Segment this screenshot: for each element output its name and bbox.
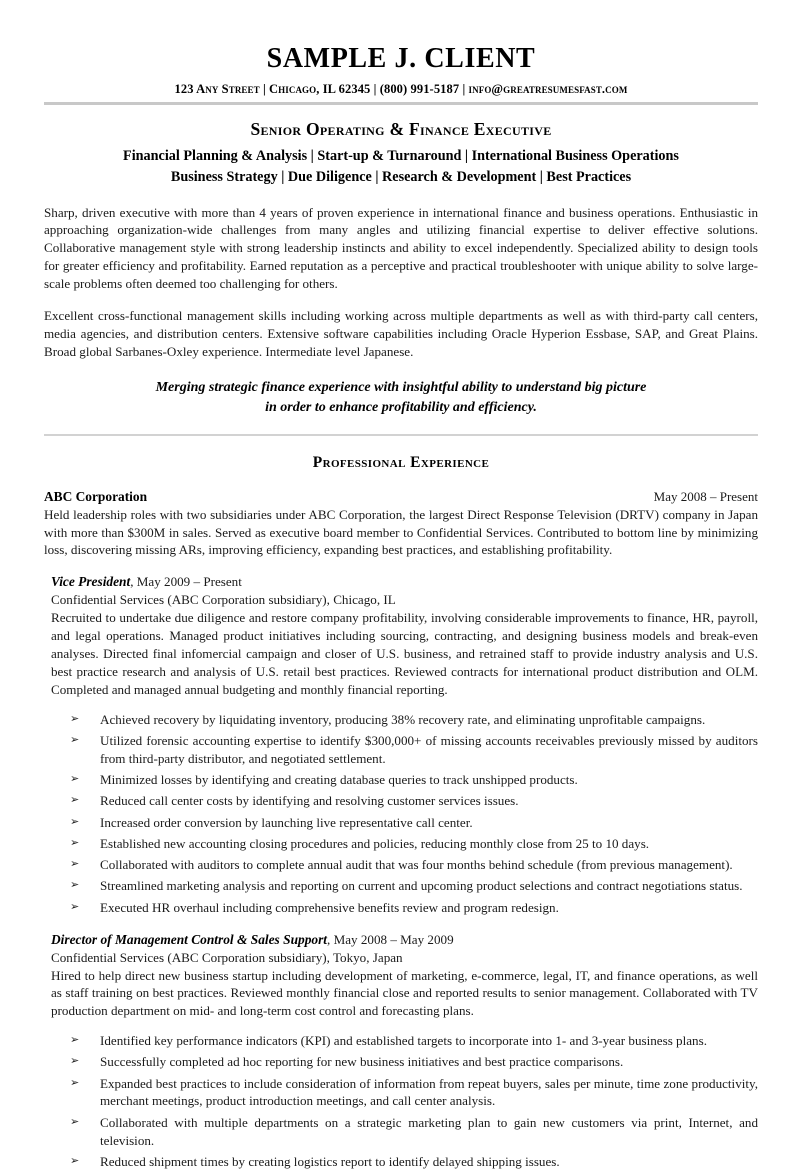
role-achievements-list: [44, 711, 758, 917]
arrow-bullet-icon: ➢: [70, 793, 80, 807]
role-subtitle: Confidential Services (ABC Corporation subsidiary), Tokyo, Japan: [51, 949, 403, 965]
list-item: [70, 1053, 758, 1071]
company-dates: May 2008 – Present: [653, 488, 758, 504]
list-item: [70, 899, 758, 917]
arrow-bullet-icon: ➢: [70, 857, 80, 871]
specialties-line-1: Financial Planning & Analysis | Start-up & Turnaround | International Business Operations: [123, 148, 679, 165]
list-item: [70, 1114, 758, 1150]
list-item-text: Achieved recovery by liquidating inventory, producing 38% recovery rate, and eliminating unprofitable campaigns.: [100, 711, 706, 727]
list-item-text: Minimized losses by identifying and creating database queries to track unshipped products.: [100, 771, 578, 787]
arrow-bullet-icon: ➢: [70, 1153, 80, 1167]
arrow-bullet-icon: ➢: [70, 1075, 80, 1089]
summary-paragraph-1: Sharp, driven executive with more than 4 years of proven experience in international finance and business operations. Enthusiastic in approaching organization-wide challenges from many angles and utilizing financial expertise to deliver effective solutions. Collaborative management style with strong leadership instincts and ability to excel independently. Specialized ability to design tools for greater efficiency and profitability. Earned reputation as a perceptive and practical troubleshooter with unique ability to solve large-scale problems often deemed too challenging for others.: [44, 204, 758, 292]
list-item: [70, 835, 758, 853]
role-block: [44, 931, 758, 1171]
list-item: [70, 877, 758, 895]
list-item: [70, 711, 758, 729]
company-header-row: [44, 489, 758, 505]
company-description: Held leadership roles with two subsidiaries under ABC Corporation, the largest Direct Response Television (DRTV) company in Japan with more than $300M in sales. Served as executive board member to Confidential Services. Contributed to bottom line by minimizing loss, discovering missing ARs, improving efficiency, expanding best practices, and establishing profitability.: [44, 506, 758, 558]
header-divider: [44, 102, 758, 105]
list-item: [70, 856, 758, 874]
list-item: [70, 1075, 758, 1111]
role-description: Hired to help direct new business startup including development of marketing, e-commerce, legal, IT, and finance operations, as well as staff training on best practices. Reviewed monthly financial close and reported results to senior management. Collaborated with TV production department on mid- and long-term cost control and forecasting plans.: [51, 967, 758, 1019]
role-achievements-list: [44, 1032, 758, 1171]
list-item: [70, 732, 758, 768]
list-item-text: Expanded best practices to include consideration of information from repeat buyers, sales per minute, time zone productivity, merchant meetings, product introduction meetings, and call center analysis.: [100, 1075, 758, 1109]
arrow-bullet-icon: ➢: [70, 1114, 80, 1128]
experience-divider: [44, 434, 758, 436]
role-title-line: [44, 931, 758, 949]
arrow-bullet-icon: ➢: [70, 814, 80, 828]
arrow-bullet-icon: ➢: [70, 1054, 80, 1068]
arrow-bullet-icon: ➢: [70, 732, 80, 746]
arrow-bullet-icon: ➢: [70, 711, 80, 725]
list-item: [70, 1032, 758, 1050]
target-job-title: Senior Operating & Finance Executive: [250, 119, 552, 140]
arrow-bullet-icon: ➢: [70, 771, 80, 785]
arrow-bullet-icon: ➢: [70, 899, 80, 913]
list-item-text: Established new accounting closing procedures and policies, reducing monthly close from 25 to 10 days.: [100, 835, 650, 851]
summary-paragraph-2: Excellent cross-functional management skills including working across multiple departments as well as with third-party call centers, media agencies, and distribution centers. Extensive software capabilities including Oracle Hyperion Essbase, SAP, and Great Plains. Broad global Sarbanes-Oxley experience. Intermediate level Japanese.: [44, 307, 758, 359]
section-divider-wrap: [44, 434, 758, 436]
list-item-text: Increased order conversion by launching live representative call center.: [100, 814, 473, 830]
arrow-bullet-icon: ➢: [70, 835, 80, 849]
role-dates: , May 2008 – May 2009: [327, 931, 454, 947]
list-item-text: Collaborated with auditors to complete annual audit that was four months behind schedule (from previous management).: [100, 857, 733, 873]
role-title-line: [44, 573, 758, 591]
tagline-line-2: in order to enhance profitability and efficiency.: [265, 400, 537, 416]
list-item-text: Streamlined marketing analysis and reporting on current and upcoming product selections and contract negotiations status.: [100, 878, 743, 894]
role-subtitle: Confidential Services (ABC Corporation subsidiary), Chicago, IL: [51, 592, 396, 608]
list-item-text: Successfully completed ad hoc reporting for new business initiatives and best practice comparisons.: [100, 1054, 624, 1070]
company-name: ABC Corporation: [44, 488, 148, 504]
list-item-text: Identified key performance indicators (KPI) and established targets to incorporate into 1- and 3-year business plans.: [100, 1033, 707, 1049]
list-item: [70, 771, 758, 789]
contact-line: 123 Any Street | Chicago, IL 62345 | (800) 991-5187 | info@greatresumesfast.com: [174, 82, 628, 97]
tagline-line-1: Merging strategic finance experience with insightful ability to understand big picture: [155, 380, 647, 396]
list-item: [70, 814, 758, 832]
specialties-line-2: Business Strategy | Due Diligence | Research & Development | Best Practices: [170, 168, 632, 185]
arrow-bullet-icon: ➢: [70, 878, 80, 892]
list-item-text: Executed HR overhaul including comprehensive benefits review and program redesign.: [100, 899, 559, 915]
list-item: [70, 792, 758, 810]
section-title-professional-experience: Professional Experience: [312, 453, 490, 471]
role-description: Recruited to undertake due diligence and restore company profitability, involving considerable improvements to finance, HR, payroll, and legal operations. Managed product initiatives including sourcing, contracting, and designing business models and break-even analyses. Directed final infomercial campaign and closer of U.S. business, and retrained staff to provide industry analysis and U.S. best practice research and analysis of U.S. retail best practices. Reviewed contracts for international product distribution and OLM. Completed and managed annual budgeting and monthly financial reporting.: [51, 610, 758, 697]
role-title: Vice President: [51, 574, 131, 590]
list-item-text: Reduced shipment times by creating logistics report to identify delayed shipping issues.: [100, 1153, 560, 1169]
role-dates: , May 2009 – Present: [130, 574, 242, 590]
list-item-text: Utilized forensic accounting expertise to identify $300,000+ of missing accounts receivables previously missed by auditors from third-party distributor, and negotiated settlement.: [100, 732, 758, 766]
list-item-text: Collaborated with multiple departments on a strategic marketing plan to gain new customers via print, Internet, and television.: [100, 1114, 758, 1148]
role-block: [44, 573, 758, 916]
role-title: Director of Management Control & Sales Support: [51, 931, 328, 947]
candidate-name: SAMPLE J. CLIENT: [266, 43, 536, 74]
arrow-bullet-icon: ➢: [70, 1033, 80, 1047]
list-item-text: Reduced call center costs by identifying and resolving customer services issues.: [100, 793, 519, 809]
list-item: [70, 1153, 758, 1171]
